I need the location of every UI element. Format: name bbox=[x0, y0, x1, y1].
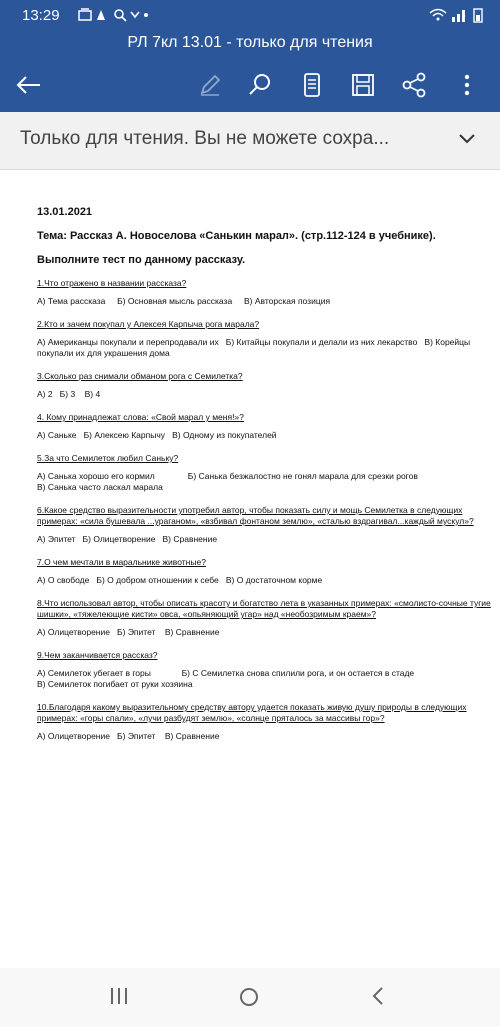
question-8: 8.Что использовал автор, чтобы описать красоту и богатство лета в указанных примерах: «смолисто-сочные тугие шишки», «тяжелеющие кисти» овса, «опьяняющий угар» над «необозримым краем»? bbox=[37, 598, 491, 619]
share-icon[interactable] bbox=[399, 70, 429, 100]
question-10: 10.Благодаря какому выразительному средству автору удается показать живую душу природы в следующих примерах: «горы спали», «лучи разбудят землю», «солнце пряталось за массивы гор»? bbox=[37, 702, 467, 723]
answers-6: А) Эпитет Б) Олицетворение В) Сравнение bbox=[37, 534, 218, 544]
status-time: 13:29 bbox=[22, 7, 60, 24]
document-topic: Тема: Рассказ А. Новоселова «Санькин марал». (стр.112-124 в учебнике). bbox=[37, 230, 436, 242]
question-3: 3.Сколько раз снимали обманом рога с Семилетка? bbox=[37, 371, 243, 381]
notification-icons-glyphs bbox=[78, 7, 148, 23]
toolbar bbox=[0, 58, 500, 112]
status-bar bbox=[0, 0, 500, 30]
back-icon[interactable] bbox=[369, 986, 387, 1011]
document-body bbox=[37, 206, 492, 742]
document-page bbox=[0, 170, 500, 968]
window-title: РЛ 7кл 13.01 - только для чтения bbox=[0, 30, 500, 58]
chevron-down-icon[interactable] bbox=[458, 132, 476, 146]
edit-pencil-icon[interactable] bbox=[195, 70, 225, 100]
question-9: 9.Чем заканчивается рассказ? bbox=[37, 650, 158, 660]
more-options-icon[interactable] bbox=[452, 70, 482, 100]
answers-2: А) Американцы покупали и перепродавали их Б) Китайцы покупали и делали из них лекарство В) Корейцы покупали их для украшения дома bbox=[37, 337, 473, 358]
system-navigation-bar bbox=[0, 968, 500, 1027]
save-icon[interactable] bbox=[348, 70, 378, 100]
question-4: 4. Кому принадлежат слова: «Свой марал у меня!»? bbox=[37, 412, 244, 422]
wifi-signal-battery-icon bbox=[428, 6, 488, 24]
answers-4: А) Саньке Б) Алексею Карпычу В) Одному из покупателей bbox=[37, 430, 277, 440]
answers-10: А) Олицетворение Б) Эпитет В) Сравнение bbox=[37, 731, 220, 741]
answers-1: А) Тема рассказа Б) Основная мысль рассказа В) Авторская позиция bbox=[37, 296, 331, 306]
document-instruction: Выполните тест по данному рассказу. bbox=[37, 254, 246, 266]
answers-3: А) 2 Б) 3 В) 4 bbox=[37, 389, 101, 399]
reading-view-icon[interactable] bbox=[297, 70, 327, 100]
read-only-banner[interactable] bbox=[0, 112, 500, 170]
read-only-message: Только для чтения. Вы не можете сохра... bbox=[20, 128, 390, 149]
document-date: 13.01.2021 bbox=[37, 206, 93, 218]
answers-8: А) Олицетворение Б) Эпитет В) Сравнение bbox=[37, 627, 220, 637]
home-icon[interactable] bbox=[238, 986, 260, 1013]
question-2: 2.Кто и зачем покупал у Алексея Карпыча рога марала? bbox=[37, 319, 260, 329]
question-7: 7.О чем мечтали в маральнике животные? bbox=[37, 557, 206, 567]
notification-icons bbox=[78, 7, 148, 26]
back-arrow-icon[interactable] bbox=[14, 70, 44, 100]
system-icons bbox=[428, 6, 488, 27]
question-6: 6.Какое средство выразительности употребил автор, чтобы показать силу и мощь Семилетка в следующих примерах: «сила бушевала ...ураганом», «взбивал фонтаном землю», «сталью вздрагивал...каждый мускул»? bbox=[37, 505, 474, 526]
recent-apps-icon[interactable] bbox=[108, 986, 130, 1011]
search-icon[interactable] bbox=[245, 70, 275, 100]
answers-5: А) Санька хорошо его кормил Б) Санька безжалостно не гонял марала для срезки рогов В) Санька часто ласкал марала bbox=[37, 471, 418, 492]
answers-9: А) Семилеток убегает в горы Б) С Семилетка снова спилили рога, и он остается в стаде В) Семилеток погибает от руки хозяина bbox=[37, 668, 415, 689]
question-1: 1.Что отражено в названии рассказа? bbox=[37, 278, 187, 288]
question-5: 5.За что Семилеток любил Саньку? bbox=[37, 453, 179, 463]
answers-7: А) О свободе Б) О добром отношении к себе В) О достаточном корме bbox=[37, 575, 323, 585]
